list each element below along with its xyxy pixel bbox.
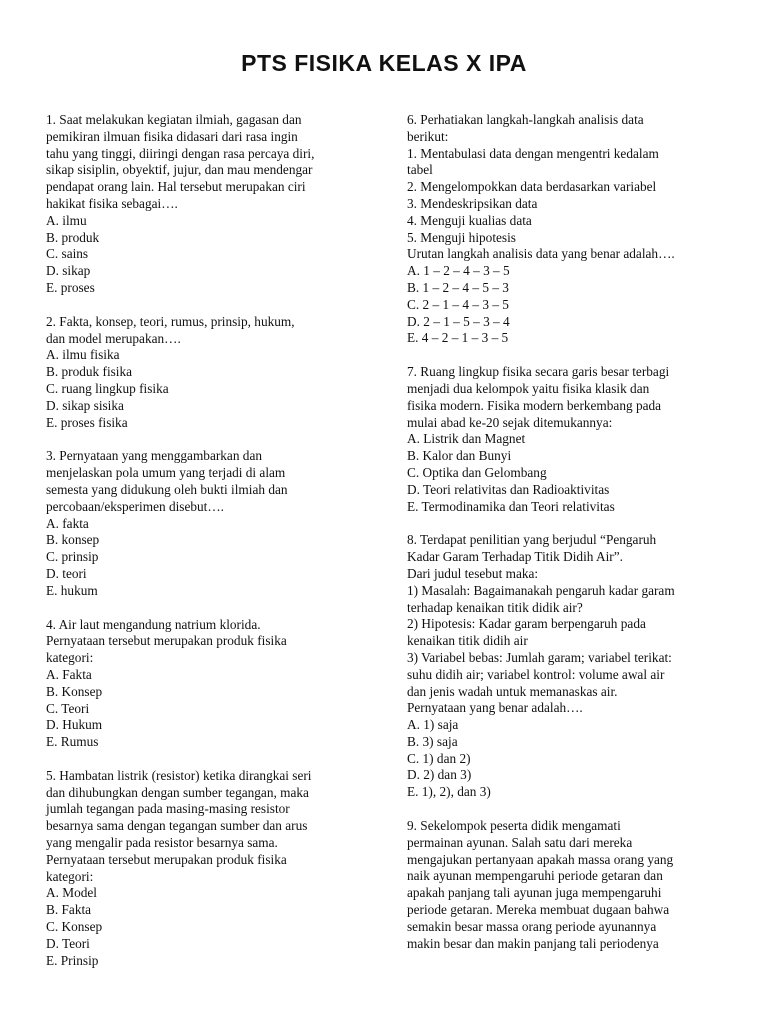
question-line: B. Kalor dan Bunyi [407,448,512,464]
question-line: D. Teori relativitas dan Radioaktivitas [407,481,610,497]
question-block [46,448,386,599]
question-line: Pernyataan tersebut merupakan produk fisika [46,851,287,867]
question-line: berikut: [407,128,449,144]
question-line: dan dihubungkan dengan sumber tegangan, maka [46,784,309,800]
question-line: kategori: [46,650,94,666]
question-line: E. 1), 2), dan 3) [407,784,491,800]
question-line: A. 1) saja [407,717,459,733]
question-line: B. produk [46,229,100,245]
question-line: permainan ayunan. Salah satu dari mereka [407,834,633,850]
question-line: menjelaskan pola umum yang terjadi di alam [46,465,286,481]
question-line: tahu yang tinggi, diiringi dengan rasa percaya diri, [46,145,315,161]
question-line: C. Konsep [46,919,103,935]
question-line: D. sikap [46,263,91,279]
question-line: jumlah tegangan pada masing-masing resistor [46,801,290,817]
question-line: mulai abad ke-20 sejak ditemukannya: [407,414,613,430]
question-block [46,314,386,432]
question-line: B. 1 – 2 – 4 – 5 – 3 [407,279,509,295]
question-line: dan model merupakan…. [46,330,181,346]
question-line: C. sains [46,246,89,262]
question-line: A. Model [46,885,97,901]
question-line: E. Termodinamika dan Teori relativitas [407,498,615,514]
question-line: hakikat fisika sebagai…. [46,195,178,211]
question-line: C. 2 – 1 – 4 – 3 – 5 [407,296,509,312]
question-line: 6. Perhatiakan langkah-langkah analisis data [407,112,644,127]
question-line: D. Teori [46,935,90,951]
question-line: D. 2) dan 3) [407,767,472,783]
page-title: PTS FISIKA KELAS X IPA [241,50,527,76]
question-line: C. Teori [46,700,90,716]
question-line: A. fakta [46,515,89,531]
question-line: besarnya sama dengan tegangan sumber dan arus [46,818,308,834]
question-block [407,364,742,515]
question-line: A. ilmu fisika [46,347,120,363]
question-line: A. Listrik dan Magnet [407,431,526,447]
question-line: dan jenis wadah untuk memanaskas air. [407,683,618,699]
question-line: 2. Mengelompokkan data berdasarkan variabel [407,179,657,195]
question-line: mengajukan pertanyaan apakah massa orang yang [407,851,674,867]
question-line: D. sikap sisika [46,397,124,413]
question-line: Kadar Garam Terhadap Titik Didih Air”. [407,549,623,565]
question-line: 1. Mentabulasi data dengan mengentri kedalam [407,145,659,161]
question-line: D. Hukum [46,717,103,733]
question-line: Urutan langkah analisis data yang benar adalah…. [407,246,675,262]
question-block [46,768,386,970]
question-line: makin besar dan makin panjang tali periodenya [407,935,659,951]
question-line: Pernyataan tersebut merupakan produk fisika [46,633,287,649]
question-block [407,532,742,801]
question-line: B. Fakta [46,902,92,918]
question-line: suhu didih air; variabel kontrol: volume awal air [407,666,665,682]
question-line: Pernyataan yang benar adalah…. [407,700,583,716]
question-line: 5. Hambatan listrik (resistor) ketika dirangkai seri [46,767,312,783]
left-column [46,112,386,986]
question-line: 9. Sekelompok peserta didik mengamati [407,818,621,834]
question-line: 3. Mendeskripsikan data [407,195,538,211]
question-line: E. hukum [46,582,98,598]
question-block [407,112,742,347]
question-line: E. Rumus [46,734,99,750]
question-line: E. proses fisika [46,414,128,430]
question-line: semakin besar massa orang periode ayunannya [407,918,657,934]
question-line: 5. Menguji hipotesis [407,229,516,245]
question-line: periode getaran. Mereka membuat dugaan bahwa [407,902,670,918]
question-line: 7. Ruang lingkup fisika secara garis besar terbagi [407,364,670,380]
question-line: A. Fakta [46,666,92,682]
question-line: pendapat orang lain. Hal tersebut merupakan ciri [46,179,306,195]
question-line: E. Prinsip [46,952,99,968]
question-line: 4. Air laut mengandung natrium klorida. [46,616,261,632]
question-line: 4. Menguji kualias data [407,212,532,228]
right-column [407,112,742,969]
question-line: B. produk fisika [46,364,133,380]
question-line: B. Konsep [46,683,103,699]
question-line: D. 2 – 1 – 5 – 3 – 4 [407,313,510,329]
question-line: E. 4 – 2 – 1 – 3 – 5 [407,330,509,346]
question-line: kategori: [46,868,94,884]
question-line: 2) Hipotesis: Kadar garam berpengaruh pada [407,616,646,632]
question-line: 3) Variabel bebas: Jumlah garam; variabel terikat: [407,649,672,665]
question-line: 8. Terdapat penilitian yang berjudul “Pengaruh [407,532,657,548]
question-line: pemikiran ilmuan fisika didasari dari rasa ingin [46,128,298,144]
question-line: semesta yang didukung oleh bukti ilmiah dan [46,481,288,497]
question-line: 1) Masalah: Bagaimanakah pengaruh kadar garam [407,582,675,598]
question-line: fisika modern. Fisika modern berkembang pada [407,397,662,413]
question-line: 1. Saat melakukan kegiatan ilmiah, gagasan dan [46,112,302,127]
question-line: 2. Fakta, konsep, teori, rumus, prinsip, hukum, [46,313,295,329]
question-line: B. 3) saja [407,733,458,749]
question-line: naik ayunan mempengaruhi periode getaran dan [407,868,663,884]
question-line: E. proses [46,279,95,295]
question-line: menjadi dua kelompok yaitu fisika klasik dan [407,380,650,396]
question-line: sikap sisiplin, obyektif, jujur, dan mau mendengar [46,162,313,178]
question-line: C. 1) dan 2) [407,750,471,766]
question-line: percobaan/eksperimen disebut…. [46,498,224,514]
question-line: B. konsep [46,532,100,548]
question-line: A. ilmu [46,212,87,228]
question-line: apakah panjang tali ayunan juga mempengaruhi [407,885,662,901]
question-line: Dari judul tesebut maka: [407,565,539,581]
question-line: C. ruang lingkup fisika [46,380,169,396]
question-line: A. 1 – 2 – 4 – 3 – 5 [407,263,510,279]
question-line: C. prinsip [46,549,99,565]
question-block [46,112,386,297]
question-line: D. teori [46,565,87,581]
question-line: tabel [407,162,433,178]
question-line: yang mengalir pada resistor besarnya sama. [46,835,278,851]
question-line: terhadap kenaikan titik didik air? [407,599,583,615]
question-line: C. Optika dan Gelombang [407,464,547,480]
question-block [407,818,742,952]
question-line: 3. Pernyataan yang menggambarkan dan [46,448,262,464]
question-block [46,617,386,751]
question-line: kenaikan titik didih air [407,633,528,649]
